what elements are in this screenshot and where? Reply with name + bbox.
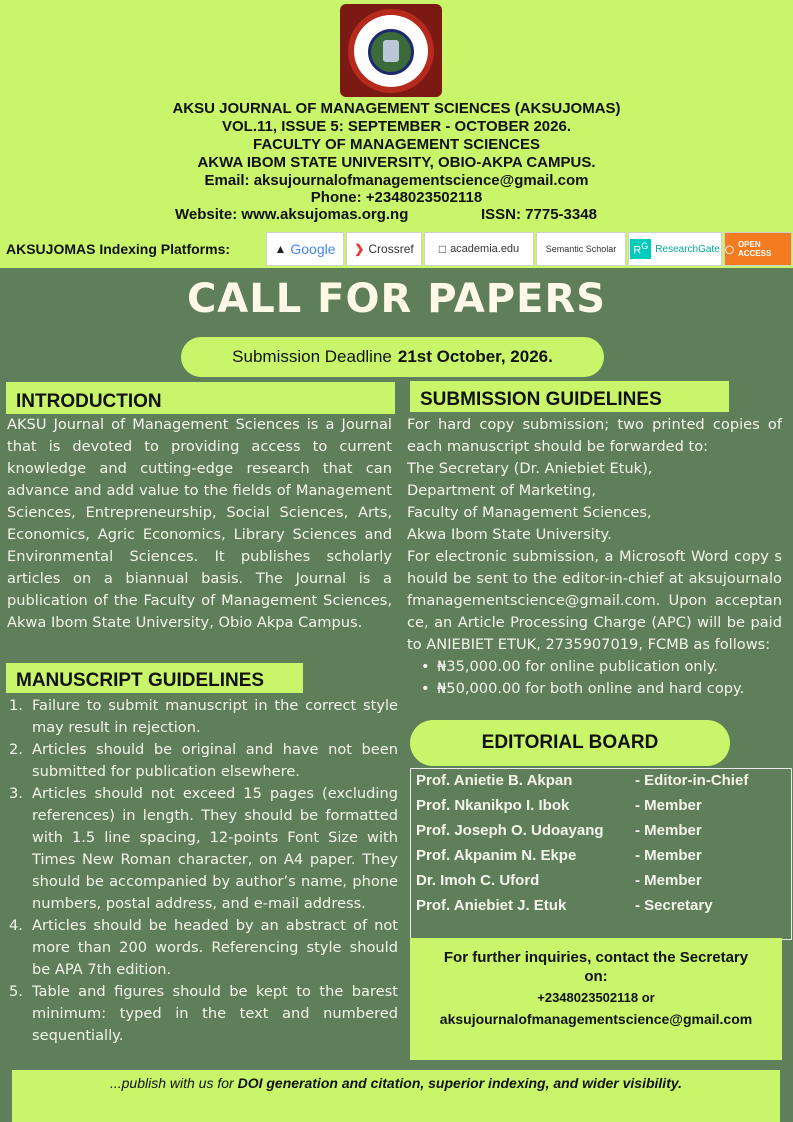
header-banner [0, 0, 793, 268]
electronic-text: For electronic submission, a Microsoft Word copy should be sent to the editor-in-chief at aksujournalofmanagementscience@gmail.com. Upon acceptance, an Article Processing Charge (APC) will be paid to ANIEBIET ETUK, 2735907019, FCMB as follows: [407, 548, 782, 653]
introduction-text: AKSU Journal of Management Sciences is a Journal that is devoted to providing access to current knowledge and cutting-edge research that can advance and add value to the fields of Management Sciences, Entrepreneurship, Social Sciences, Arts, Economics, Agric Economics, Library Sciences and Environmental Sciences. It publishes scholarly articles on a biannual basis. The Journal is a publication of the Faculty of Management Sciences, Akwa Ibom State University, Obio Akpa Campus. [7, 416, 392, 631]
email-line: Email: aksujournalofmanagementscience@gmail.com [204, 172, 589, 189]
issue-line: VOL.11, ISSUE 5: SEPTEMBER - OCTOBER 2026. [222, 118, 571, 135]
university-logo [340, 4, 442, 97]
board-member: Dr. Imoh C. Uford - Member [416, 872, 702, 889]
inquiry-phone: +2348023502118 or [537, 990, 655, 1005]
manuscript-item: 2. Articles should be original and have not been submitted for publication elsewhere. [9, 741, 398, 780]
open-access-badge: ◯ OPEN ACCESS [724, 232, 792, 266]
editorial-board-list [410, 768, 792, 940]
manuscript-list [9, 695, 398, 1047]
google-badge: ▲ Google [266, 232, 344, 266]
footer-highlight: DOI generation and citation, superior indexing, and wider visibility. [237, 1075, 683, 1091]
fee-list [407, 656, 782, 700]
logo-emblem [368, 29, 414, 75]
issn-line: ISSN: 7775-3348 [481, 206, 597, 223]
academia-badge: □ academia.edu [424, 232, 534, 266]
board-member: Prof. Anietie B. Akpan - Editor-in-Chief [416, 772, 749, 789]
indexing-label: AKSUJOMAS Indexing Platforms: [6, 241, 231, 257]
fee-item: • ₦50,000.00 for both online and hard copy. [421, 678, 782, 700]
address-line: The Secretary (Dr. Aniebiet Etuk), [407, 460, 653, 477]
board-member: Prof. Joseph O. Udoayang - Member [416, 822, 702, 839]
submission-heading: SUBMISSION GUIDELINES [410, 381, 729, 412]
faculty-line: FACULTY OF MANAGEMENT SCIENCES [253, 136, 540, 153]
manuscript-item: 4. Articles should be headed by an abstract of not more than 200 words. Referencing style should be APA 7th edition. [9, 917, 398, 978]
deadline-banner [181, 337, 604, 377]
address-line: Akwa Ibom State University. [407, 526, 612, 543]
board-member: Prof. Nkanikpo I. Ibok - Member [416, 797, 702, 814]
hardcopy-text: For hard copy submission; two printed copies of each manuscript should be forwarded to: [407, 416, 782, 455]
deadline-date: 21st October, 2026. [397, 347, 553, 366]
footer-banner [12, 1070, 780, 1122]
inquiry-box [410, 938, 782, 1060]
website-line: Website: www.aksujomas.org.ng [175, 206, 409, 223]
editorial-board-heading: EDITORIAL BOARD [410, 720, 730, 766]
call-for-papers-title: CALL FOR PAPERS [186, 276, 607, 322]
open-access-icon: ◯ [725, 244, 734, 254]
deadline-label: Submission Deadline [232, 347, 392, 366]
google-scholar-icon: ▲ [274, 242, 287, 256]
inquiry-on: on: [584, 968, 608, 985]
introduction-heading: INTRODUCTION [6, 382, 395, 414]
researchgate-badge: $R^G$ ResearchGate [628, 232, 722, 266]
address-line: Department of Marketing, [407, 482, 597, 499]
footer-lead: ...publish with us for [109, 1075, 238, 1091]
address-line: Faculty of Management Sciences, [407, 504, 652, 521]
manuscript-item: 3. Articles should not exceed 15 pages (excluding references) in length. They should be formatted with 1.5 line spacing, 12-points Font Size with Times New Roman character, on A4 paper. They should be accompanied by author’s name, phone numbers, postal address, and e-mail address. [9, 785, 398, 912]
manuscript-item: 5. Table and figures should be kept to the barest minimum: typed in the text and numbered sequentially. [9, 983, 398, 1044]
fee-item: • ₦35,000.00 for online publication only. [421, 656, 782, 678]
researchgate-icon: $R^G$ [630, 239, 651, 259]
journal-title: AKSU JOURNAL OF MANAGEMENT SCIENCES (AKSUJOMAS) [172, 100, 621, 117]
crossref-icon: ❯ [354, 242, 365, 256]
logo-seal [348, 9, 434, 93]
board-member: Prof. Aniebiet J. Etuk - Secretary [416, 897, 713, 914]
academia-icon: □ [438, 242, 447, 256]
manuscript-heading: MANUSCRIPT GUIDELINES [6, 663, 303, 693]
inquiry-email: aksujournalofmanagementscience@gmail.com [439, 1011, 753, 1027]
manuscript-item: 1. Failure to submit manuscript in the correct style may result in rejection. [9, 697, 398, 736]
board-member: Prof. Akpanim N. Ekpe - Member [416, 847, 702, 864]
submission-body [407, 414, 782, 700]
phone-line: Phone: +2348023502118 [310, 189, 483, 206]
inquiry-line: For further inquiries, contact the Secretary [443, 949, 749, 966]
semantic-scholar-badge: Semantic Scholar [536, 232, 626, 266]
university-line: AKWA IBOM STATE UNIVERSITY, OBIO-AKPA CAMPUS. [197, 154, 596, 171]
crossref-badge: ❯ Crossref [346, 232, 422, 266]
